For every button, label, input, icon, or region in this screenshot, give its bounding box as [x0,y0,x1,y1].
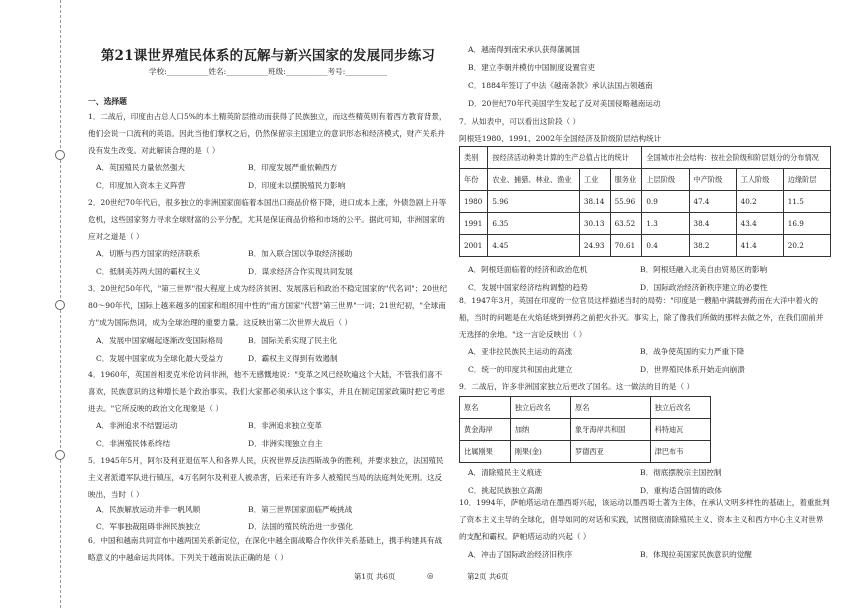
option-7c[interactable]: C．发展中国家经济结构调整的趋势 [468,283,588,292]
question-9: 9．二战后，许多非洲国家独立后更改了国名。这一做法的目的是（ ） [459,382,695,391]
table-cell: 16.9 [783,213,830,235]
option-2a[interactable]: A．切断与西方国家的经济联系 [96,249,201,258]
option-8b[interactable]: B．战争使英国的实力严重下降 [640,347,745,356]
option-9c[interactable]: C．挑起民族独立高潮 [468,486,543,495]
table-cell: 55.96 [610,191,642,213]
table-cell: 38.4 [689,213,736,235]
table-header-cell: 上层阶级 [642,169,689,191]
table-cell: 4.45 [488,235,580,257]
table-cell: 比属刚果 [460,441,511,463]
table-header-cell: 独立后改名 [510,397,570,419]
option-7d[interactable]: D．国际政治经济新秩序建立的必要性 [640,283,768,292]
table-cell: 2001 [460,235,488,257]
question-8: 8．1947年3月，英国在印度的一位官员这样描述当时的局势："印度是一艘船中满载弹药而在大洋中着火的船，当时的问题是在火焰延烧到弹药之前把火扑灭。事实上，除了像我们所做的那样去做之外，在我们面前并无选择的余地。"这一言论反映出（ ） [459,296,824,340]
option-6d[interactable]: D．20世纪70年代美国学生发起了反对美国侵略越南运动 [468,99,661,108]
table-row [460,397,711,419]
question-3: 3．20世纪50年代，"第三世界"很大程度上成为经济贫困、发展落后和政治不稳定国家的"代名词"；20世纪80～90年代，国际上越来越多的国家和组织用中性的"南方国家"代替"第三世界"一词；21世纪初，"全球南方"成为国际热词，成为全球治理的重要力量。这反映出第二次世界大战后（ ） [88,284,448,328]
table-header-cell: 服务业 [610,169,642,191]
option-8d[interactable]: D．世界殖民体系开始走向崩溃 [640,365,745,374]
table-row [460,419,711,441]
table-cell: 20.2 [783,235,830,257]
option-1b[interactable]: B．印度发展严重依赖西方 [248,163,338,172]
table-cell: 6.35 [488,213,580,235]
table-cell: 加纳 [510,419,570,441]
option-6c[interactable]: C．1884年签订了中法《越南条款》承认法国占领越南 [468,81,653,90]
option-10a[interactable]: A．冲击了国际政治经济旧秩序 [468,550,573,559]
option-4b[interactable]: B．非洲追求独立变革 [248,421,322,430]
table-cell: 24.93 [579,235,610,257]
binding-margin [8,0,68,608]
student-info-line: 学校:___________姓名:___________班级:___________考号:___________ [148,67,388,76]
option-3c[interactable]: C．发展中国家成为全球化最大受益方 [96,354,224,363]
option-2c[interactable]: C．抵制美苏两大国的霸权主义 [96,267,201,276]
table-cell: 1991 [460,213,488,235]
table-cell: 11.5 [783,191,830,213]
option-5c[interactable]: C．军事独裁阻碍非洲民族独立 [96,522,201,531]
table-cell: 5.96 [488,191,580,213]
option-1a[interactable]: A．英国殖民力量依然强大 [96,163,186,172]
option-3d[interactable]: D．霸权主义得到有效遏制 [248,354,338,363]
option-2d[interactable]: D．谋求经济合作实现共同发展 [248,267,353,276]
binding-hole [55,300,65,310]
table-cell: 38.2 [689,235,736,257]
option-5d[interactable]: D．法国的殖民统治进一步强化 [248,522,353,531]
option-7b[interactable]: B．阿根廷融入北美自由贸易区的影响 [640,265,768,274]
table-cell: 津巴布韦 [650,441,710,463]
option-2b[interactable]: B．加入联合国以争取经济援助 [248,249,353,258]
option-1d[interactable]: D．印度未以摆脱殖民力影响 [248,181,346,190]
option-8c[interactable]: C．统一的印度共和国由此建立 [468,365,573,374]
question-7-caption: 阿根廷1980、1991、2002年全国经济及阶级阶层结构统计 [459,134,662,143]
table-cell: 40.2 [736,191,783,213]
table-header-cell: 边缘阶层 [783,169,830,191]
section-heading: 一、选择题 [88,97,127,106]
table-row [460,235,831,257]
table-header-cell: 按经济活动种类计算的生产总值占比的统计 [488,147,642,169]
question-4: 4．1960年，英国首相麦克米伦访问非洲，他不无感慨地说："变革之风已经吹遍这个大陆，不管我们喜不喜欢，民族意识的这种增长是个政治事实。我们大家都必须承认这个事实，并且在制定国家政策时把它考虑进去。"它所反映的政治文化现象是（ ） [88,370,445,414]
table-header-cell: 工人阶级 [736,169,783,191]
table-cell: 70.61 [610,235,642,257]
table-cell: 象牙海岸共和国 [571,419,651,441]
table-cell: 47.4 [689,191,736,213]
option-7a[interactable]: A．阿根廷面临着的经济和政治危机 [468,265,588,274]
option-5a[interactable]: A．民族解放运动并非一帆风顺 [96,505,201,514]
table-cell: 1.3 [642,213,689,235]
table-row [460,213,831,235]
page-title: 第21课世界殖民体系的瓦解与新兴国家的发展同步练习 [100,48,436,64]
page-number-left: 第1页 共6页 [354,572,396,581]
table-row [460,441,711,463]
table-cell: 0.9 [642,191,689,213]
option-4c[interactable]: C．非洲殖民体系终结 [96,439,171,448]
table-cell: 30.13 [579,213,610,235]
option-9b[interactable]: B．彻底摆脱宗主国控制 [640,468,722,477]
question-6: 6．中国和越南共同宣布中越两国关系新定位，在深化中越全面战略合作伙伴关系基础上，携手构建具有战略意义的中越命运共同体。下列关于越南说法正确的是（ ） [88,536,443,563]
question-1: 1．二战后，印度由占总人口5%的本土精英阶层推动而获得了民族独立，而这些精英则有着西方教育背景，他们会说一口流利的英语。因此当他们掌权之后，仍然保留宗主国建立的意识形态和经济模式，财产关系并没有发生改变。对此解读合理的是（ ） [88,112,447,156]
question-2: 2．20世纪70年代后，很多独立的非洲国家面临着本国出口商品价格下降，进口成本上涨，外债急剧上升等危机，这些国家努力寻求全球财富的公平分配，尤其是保证商品价格和市场的公平。据此可知，非洲国家的应对之道是（ ） [88,198,447,242]
option-8a[interactable]: A．亚非拉民族民主运动的高涨 [468,347,573,356]
option-9a[interactable]: A．清除殖民主义痕迹 [468,468,542,477]
table-header-cell: 原名 [460,397,511,419]
table-cell: 43.4 [736,213,783,235]
option-6a[interactable]: A．越南得到南宋承认获得藩属国 [468,45,580,54]
binding-hole [55,450,65,460]
option-4d[interactable]: D．非洲实现独立自主 [248,439,323,448]
table-cell: 黄金海岸 [460,419,511,441]
table-header-cell: 独立后改名 [650,397,710,419]
table-row [460,147,831,169]
table-header-cell: 全国城市社会结构：按社会阶级和阶层划分的分布情况 [642,147,831,169]
table-row [460,191,831,213]
option-9d[interactable]: D．重构适合国情的政体 [640,486,723,495]
option-5b[interactable]: B．第三世界国家面临严峻挑战 [248,505,353,514]
table-header-cell: 农业、捕猎、林业、渔业 [488,169,580,191]
table-cell: 科特迪瓦 [650,419,710,441]
page-divider-icon: ◎ [427,571,434,580]
option-1c[interactable]: C．印度加入资本主义阵营 [96,181,186,190]
table-header-cell: 年份 [460,169,488,191]
binding-hole [55,150,65,160]
option-6b[interactable]: B．建立李朝并模仿中国制度设置官吏 [468,63,596,72]
table-cell: 罗德西亚 [571,441,651,463]
table-q9 [459,396,711,463]
question-7: 7．从如表中，可以看出这阶段（ ） [459,117,581,126]
table-header-cell: 原名 [571,397,651,419]
table-cell: 41.4 [736,235,783,257]
question-10: 10．1994年，萨帕塔运动在墨西哥兴起，该运动以墨西哥土著为主体，在承认文明多样性的基础上，着重批判了资本主义主导的全球化，倡导如同的对话和实践，试图彻底清除殖民主义、资本主义和西方中心主义对世界的支配和霸权。萨帕塔运动的兴起（ ） [459,498,830,542]
table-cell: 0.4 [642,235,689,257]
table-header-cell: 类别 [460,147,488,169]
option-10b[interactable]: B．体现拉美国家民族意识的觉醒 [640,550,752,559]
table-cell: 刚果(金) [510,441,570,463]
table-q7 [459,146,831,257]
table-cell: 1980 [460,191,488,213]
question-5: 5．1945年5月，阿尔及利亚退伍军人和各界人民，庆祝世界反法西斯战争的胜利，并要求独立，法国殖民主义者派遣军队进行镇压，4万名阿尔及利亚人被杀害，后来还有许多人被殖民当局的法庭判处死刑。这反映出，当时（ ） [88,456,444,500]
table-cell: 63.52 [610,213,642,235]
option-4a[interactable]: A．非洲追求不结盟运动 [96,421,178,430]
table-cell: 38.14 [579,191,610,213]
option-3a[interactable]: A．发展中国家崛起逐渐改变国际格局 [96,336,223,345]
page-number-right: 第2页 共6页 [467,572,509,581]
table-row [460,169,831,191]
table-header-cell: 工业 [579,169,610,191]
table-header-cell: 中产阶级 [689,169,736,191]
option-3b[interactable]: B．国际关系实现了民主化 [248,336,338,345]
